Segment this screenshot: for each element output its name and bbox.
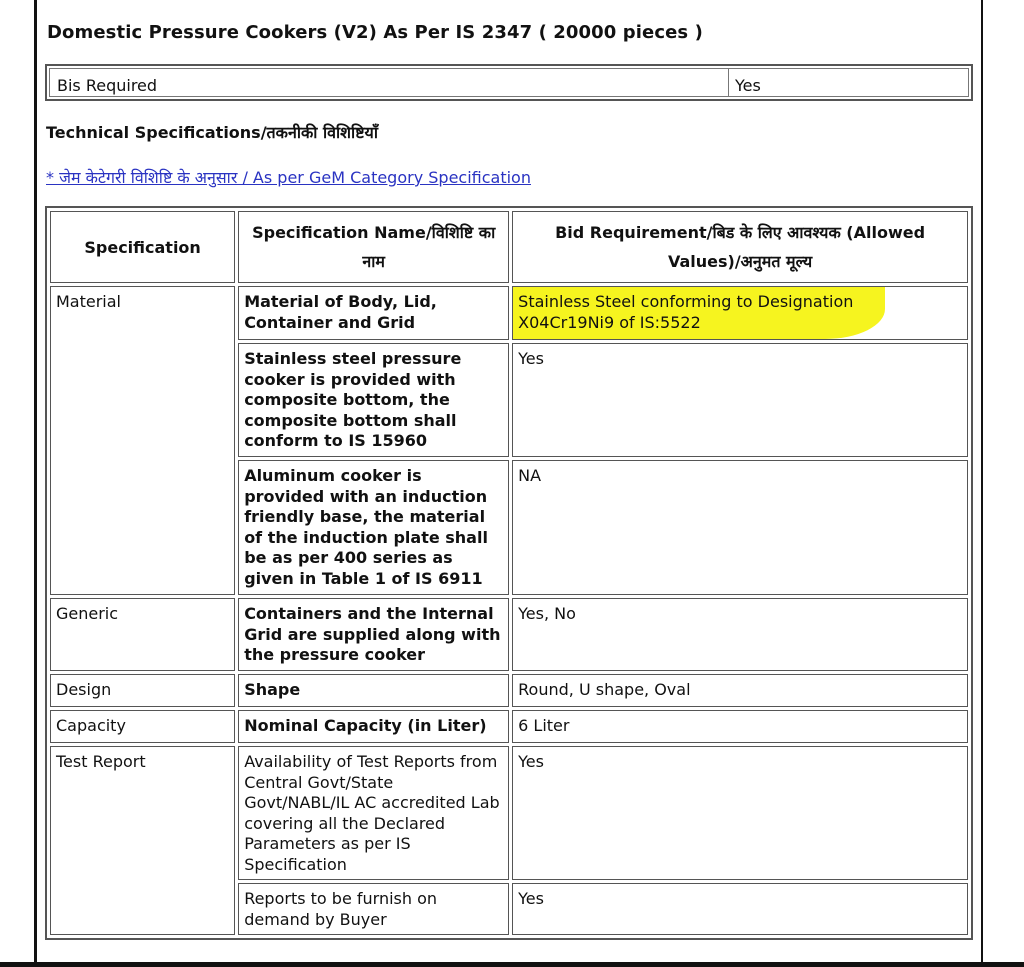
header-bid-requirement: Bid Requirement/बिड के लिए आवश्यक (Allowed Values)/अनुमत मूल्य: [512, 211, 968, 283]
spec-name-cell: Stainless steel pressure cooker is provided with composite bottom, the composite bottom shall conform to IS 15960: [238, 343, 509, 457]
value-cell: Yes: [512, 883, 968, 935]
value-cell: Yes: [512, 746, 968, 880]
page-border-left: [34, 0, 37, 967]
value-cell: [512, 286, 968, 340]
category-cell: Material: [50, 286, 235, 595]
gem-category-specification-link[interactable]: * जेम केटेगरी विशिष्टि के अनुसार / As per GeM Category Specification: [46, 168, 531, 187]
value-cell: Round, U shape, Oval: [512, 674, 968, 707]
specification-table: [45, 206, 973, 940]
bis-label: Bis Required: [50, 69, 729, 96]
spec-name-cell: Material of Body, Lid, Container and Grid: [238, 286, 509, 340]
table-row: [50, 674, 968, 707]
technical-specifications-heading: Technical Specifications/तकनीकी विशिष्टियाँ: [46, 123, 378, 142]
bis-value: Yes: [735, 76, 761, 95]
spec-name-cell: Aluminum cooker is provided with an induction friendly base, the material of the induction plate shall be as per 400 series as given in Table 1 of IS 6911: [238, 460, 509, 595]
spec-name-cell: Containers and the Internal Grid are supplied along with the pressure cooker: [238, 598, 509, 671]
table-row: [50, 746, 968, 880]
value-cell: 6 Liter: [512, 710, 968, 743]
table-header-row: [50, 211, 968, 283]
category-cell: Generic: [50, 598, 235, 671]
category-cell: Design: [50, 674, 235, 707]
page-title: Domestic Pressure Cookers (V2) As Per IS 2347 ( 20000 pieces ): [47, 22, 703, 43]
header-specification: Specification: [50, 211, 235, 283]
bis-table: [45, 64, 973, 101]
page-border-right: [981, 0, 983, 967]
table-row: [50, 598, 968, 671]
category-cell: Capacity: [50, 710, 235, 743]
table-row: [50, 710, 968, 743]
page-border-bottom: [0, 962, 1024, 967]
spec-name-cell: Shape: [238, 674, 509, 707]
category-cell: Test Report: [50, 746, 235, 935]
highlighted-value: Stainless Steel conforming to Designation X04Cr19Ni9 of IS:5522: [513, 287, 885, 339]
spec-name-cell: Reports to be furnish on demand by Buyer: [238, 883, 509, 935]
table-row: [50, 286, 968, 340]
spec-name-cell: Availability of Test Reports from Central Govt/State Govt/NABL/IL AC accredited Lab covering all the Declared Parameters as per IS Specification: [238, 746, 509, 880]
spec-name-cell: Nominal Capacity (in Liter): [238, 710, 509, 743]
value-cell: Yes, No: [512, 598, 968, 671]
value-cell: NA: [512, 460, 968, 595]
header-specification-name: Specification Name/विशिष्टि का नाम: [238, 211, 509, 283]
value-cell: Yes: [512, 343, 968, 457]
